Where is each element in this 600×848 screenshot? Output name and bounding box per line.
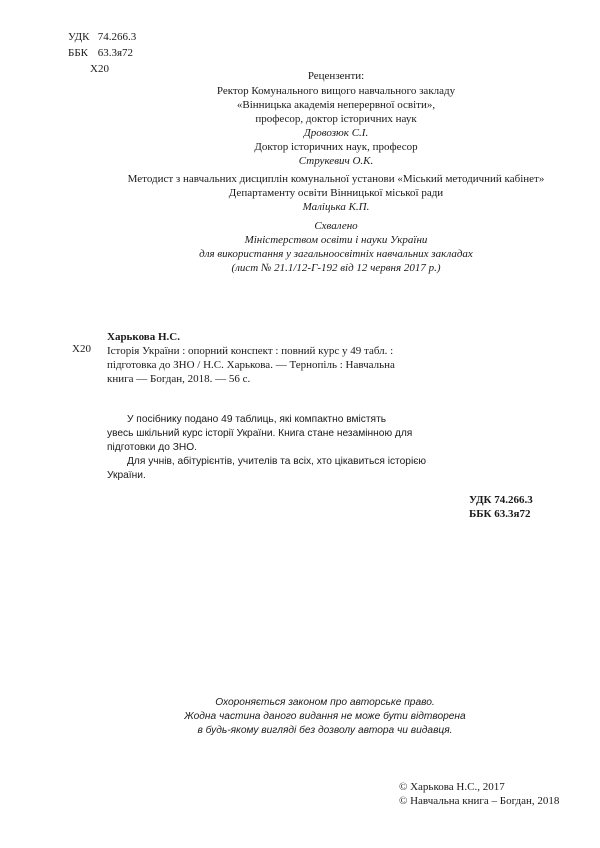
bbk-label: ББК: [68, 47, 88, 59]
copyright-publisher: © Навчальна книга – Богдан, 2018: [399, 795, 560, 807]
annotation-p1-line-1: У посібнику подано 49 таблиць, які компактно вмістять: [127, 414, 387, 425]
catalog-author: Харькова Н.С.: [107, 331, 180, 343]
bbk-code-right: ББК 63.3я72: [469, 508, 531, 520]
reviewers-heading: Рецензенти:: [307, 70, 365, 82]
reviewer-3: [120, 172, 552, 214]
reviewer-3-name: Маліцька К.П.: [302, 201, 370, 213]
approval-line-2: Міністерством освіти і науки України: [244, 234, 428, 246]
reviewer-2-name: Струкевич О.К.: [298, 155, 374, 167]
udk-value: 74.266.3: [97, 31, 137, 43]
copyright-notice-line-2: Жодна частина даного видання не може бути відтворена: [184, 711, 466, 722]
bbk-row: [68, 45, 136, 61]
catalog-line-3: книга — Богдан, 2018. — 56 с.: [107, 373, 251, 385]
reviewers-title: [120, 69, 552, 83]
reviewer-2: [120, 140, 552, 168]
udk-code-right: УДК 74.266.3: [469, 494, 533, 506]
reviewer-1: [120, 84, 552, 140]
catalog-line-1: Історія України : опорний конспект : повний курс у 49 табл. :: [107, 345, 394, 357]
copyright-holders: [399, 780, 559, 808]
reviewer-3-line-2: Департаменту освіти Вінницької міської ради: [228, 187, 444, 199]
udk-label: УДК: [68, 31, 90, 43]
reviewer-1-line-3: професор, доктор історичних наук: [255, 113, 417, 125]
catalog-line-2: підготовка до ЗНО / Н.С. Харькова. — Тернопіль : Навчальна: [107, 359, 395, 371]
catalog-record: [107, 330, 437, 386]
udk-row: [68, 29, 136, 45]
approval-line-3: для використання у загальноосвітніх навчальних закладах: [199, 248, 473, 260]
reviewer-3-line-1: Методист з навчальних дисциплін комунальної установи «Міський методичний кабінет»: [127, 173, 545, 185]
reviewer-1-line-2: «Вінницька академія неперервної освіти»,: [236, 99, 436, 111]
reviewer-1-name: Дровозюк С.І.: [303, 127, 369, 139]
reviewer-1-line-1: Ректор Комунального вищого навчального закладу: [216, 85, 456, 97]
copyright-notice-line-3: в будь-якому вигляді без дозволу автора чи видавця.: [197, 725, 453, 736]
copyright-notice: [150, 696, 500, 738]
approval-line-4: (лист № 21.1/12-Г-192 від 12 червня 2017 р.): [231, 262, 441, 274]
copyright-author: © Харькова Н.С., 2017: [399, 781, 505, 793]
annotation: [107, 413, 437, 483]
annotation-p1-line-2: увесь шкільний курс історії України. Книга стане незамінною для: [107, 428, 413, 439]
catalog-author-mark: Х20: [72, 343, 91, 355]
approval-block: [120, 219, 552, 275]
classification-codes-right: [469, 493, 533, 521]
author-mark-top: Х20: [90, 63, 109, 75]
annotation-p2-line-2: України.: [107, 470, 146, 481]
annotation-p1-line-3: підготовки до ЗНО.: [107, 442, 197, 453]
annotation-p2-line-1: Для учнів, абітурієнтів, учителів та всіх, хто цікавиться історією: [127, 456, 427, 467]
bbk-value: 63.3я72: [97, 47, 134, 59]
approval-line-1: Схвалено: [314, 220, 358, 232]
copyright-notice-line-1: Охороняється законом про авторське право.: [215, 697, 435, 708]
reviewer-2-line-1: Доктор історичних наук, професор: [254, 141, 418, 153]
